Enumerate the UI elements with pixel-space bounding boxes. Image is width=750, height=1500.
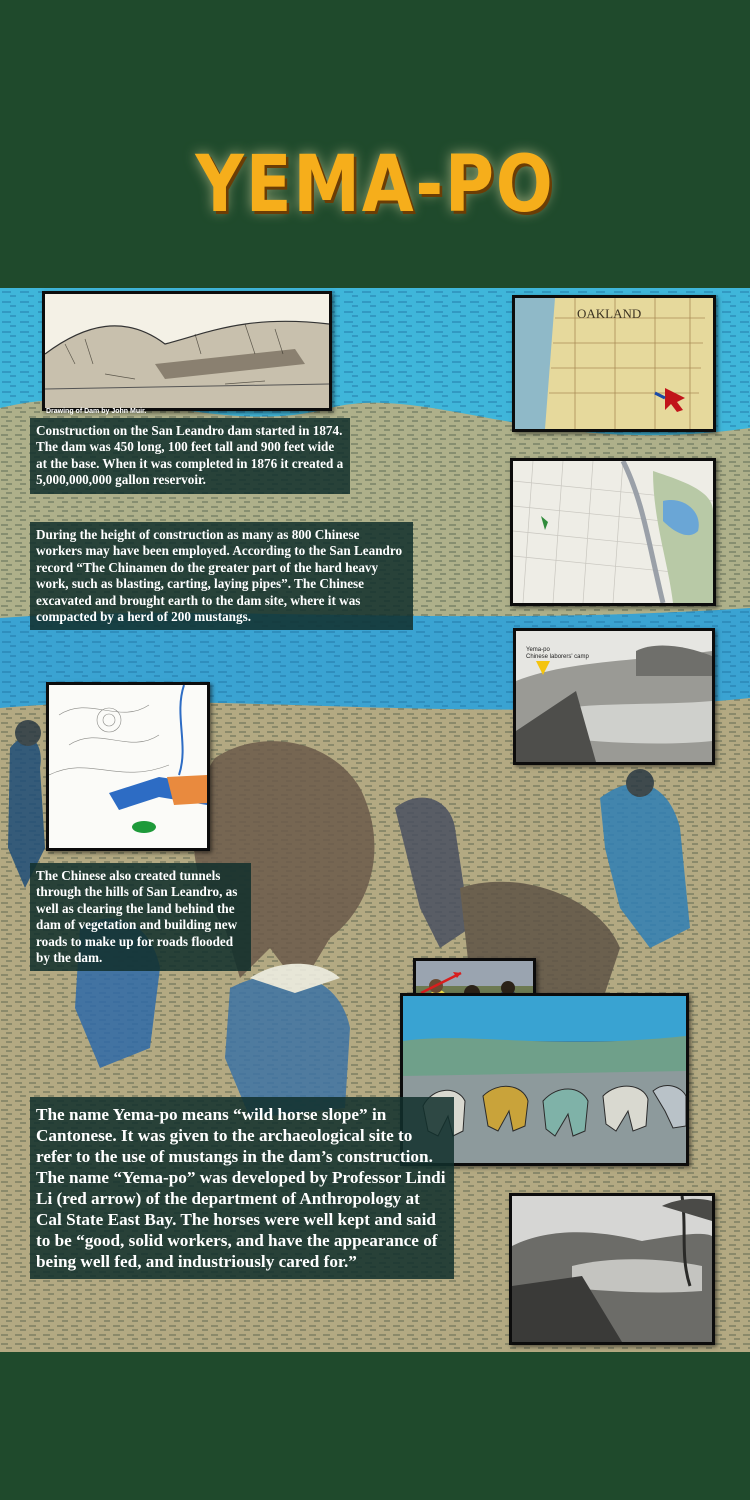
page-title: YEMA-PO bbox=[195, 140, 555, 230]
site-label-1: Yema-po bbox=[526, 647, 550, 653]
reservoir-photo bbox=[509, 1193, 715, 1345]
street-map-photo bbox=[510, 458, 716, 606]
name-paragraph: The name Yema-po means “wild horse slope” in Cantonese. It was given to the archaeological site to refer to the use of mustangs in the dam’s construction. The name “Yema-po” was developed by Professor Lindi Li (red arrow) of the department of Anthropology at Cal State East Bay. The horses were well kept and said to be “good, solid workers, and have the appearance of being well fed, and industriously cared for.” bbox=[30, 1097, 454, 1279]
site-sketch-map bbox=[46, 682, 210, 851]
bottom-green-band bbox=[0, 1352, 750, 1500]
site-label-2: Chinese laborers' camp bbox=[526, 654, 589, 660]
muir-drawing-caption: Drawing of Dam by John Muir. bbox=[46, 408, 147, 415]
dam-site-photo bbox=[513, 628, 715, 765]
workers-paragraph: During the height of construction as many as 800 Chinese workers may have been employed. According to the San Leandro record “The Chinamen do the greater part of the hard heavy work, such as blasting, carting, laying pipes”. The Chinese excavated and brought earth to the dam site, where it was compacted by a herd of 200 mustangs. bbox=[30, 522, 413, 630]
construction-paragraph: Construction on the San Leandro dam started in 1874. The dam was 450 long, 100 feet tall and 900 feet wide at the base. When it was completed in 1876 it created a 5,000,000,000 gallon reservoir. bbox=[30, 418, 350, 494]
muir-dam-drawing bbox=[42, 291, 332, 411]
oakland-map-photo bbox=[512, 295, 716, 432]
tunnels-paragraph: The Chinese also created tunnels through the hills of San Leandro, as well as clearing the land behind the dam of vegetation and building new roads to make up for roads flooded by the dam. bbox=[30, 863, 251, 971]
map-city-label: OAKLAND bbox=[577, 306, 642, 321]
